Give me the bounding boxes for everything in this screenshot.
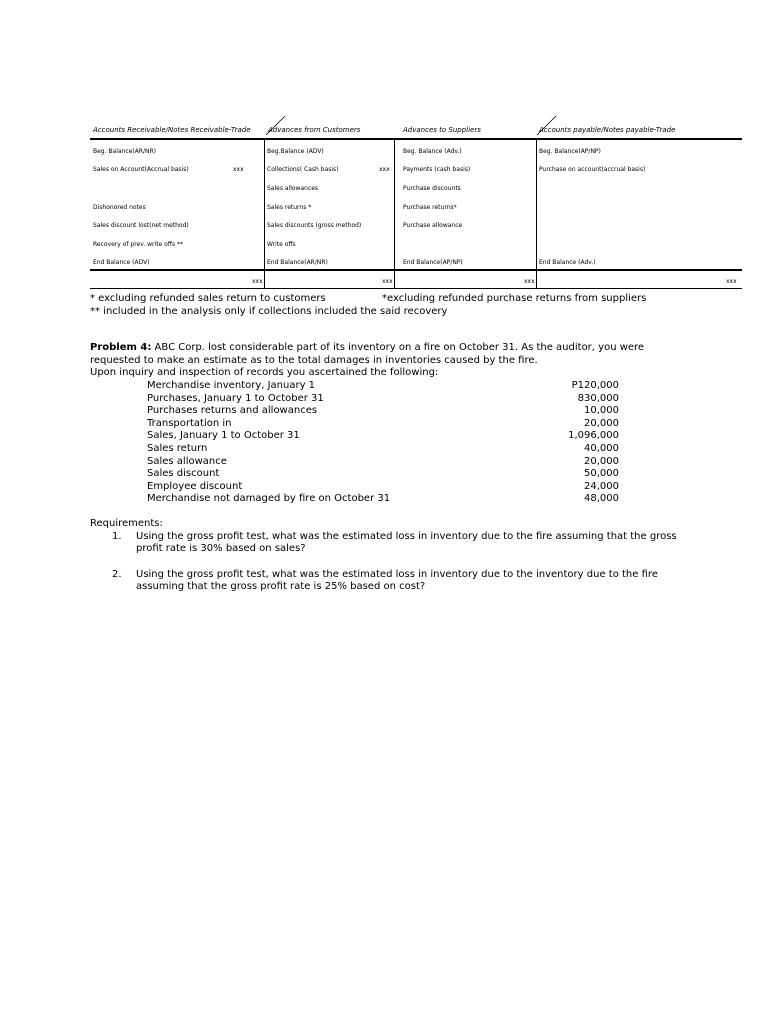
footnote-3: ** included in the analysis only if collections included the said recovery	[90, 306, 448, 317]
list-item	[147, 493, 619, 506]
total-mark: xxx	[252, 278, 263, 285]
requirement-number: 1.	[112, 530, 122, 542]
item-value: 10,000	[584, 405, 619, 417]
list-item	[147, 443, 619, 456]
col3-row: Purchase allowance	[403, 222, 463, 229]
col2-row: Collections( Cash basis)	[267, 166, 339, 173]
requirement-spacer	[90, 556, 690, 569]
list-item	[147, 393, 619, 406]
item-label: Employee discount	[147, 480, 243, 492]
item-label: Merchandise not damaged by fire on October 31	[147, 493, 391, 505]
list-item	[147, 468, 619, 481]
bottom-rule	[90, 288, 742, 289]
col1-row: Dishonored notes	[93, 204, 146, 211]
footnotes	[90, 292, 647, 318]
item-label: Sales return	[147, 442, 208, 454]
requirements	[90, 518, 690, 594]
col4-row: End Balance (Adv.)	[539, 259, 596, 266]
t-account-table	[90, 122, 742, 290]
total-rule	[90, 269, 742, 271]
item-value: 1,096,000	[568, 430, 619, 442]
col1-row: Recovery of prev. write offs **	[93, 241, 183, 248]
col4-row: Beg. Balance(AP/NP)	[539, 148, 601, 155]
list-item	[147, 430, 619, 443]
item-value: 20,000	[584, 417, 619, 429]
top-rule	[90, 138, 742, 140]
item-value: 20,000	[584, 455, 619, 467]
header-advances-from-customers: Advances from Customers	[268, 126, 361, 134]
item-value: 24,000	[584, 480, 619, 492]
item-label: Purchases, January 1 to October 31	[147, 392, 324, 404]
col3-row: Payments (cash basis)	[403, 166, 471, 173]
col2-row: Write offs	[267, 241, 296, 248]
header-advances-to-suppliers: Advances to Suppliers	[403, 126, 481, 134]
col1-row: Sales on Account(Accrual basis)	[93, 166, 189, 173]
divider-2	[394, 139, 395, 289]
list-item	[147, 380, 619, 393]
requirement-text: Using the gross profit test, what was the estimated loss in inventory due to the fire assuming that the gross profit rate is 30% based on sales?	[136, 530, 677, 554]
amount-mark: xxx	[379, 166, 390, 173]
item-value: 50,000	[584, 468, 619, 480]
col1-row: End Balance (ADV)	[93, 259, 150, 266]
total-mark: xxx	[524, 278, 535, 285]
item-value: P120,000	[571, 380, 619, 391]
inventory-data-list	[147, 380, 619, 506]
requirement-text: Using the gross profit test, what was the estimated loss in inventory due to the inventory due to the fire assuming that the gross profit rate is 25% based on cost?	[136, 568, 658, 592]
footnote-1: * excluding refunded sales return to customers	[90, 293, 326, 304]
item-label: Purchases returns and allowances	[147, 405, 318, 417]
requirement-number: 2.	[112, 568, 122, 580]
col2-row: Sales allowances	[267, 185, 319, 192]
col3-row: End Balance(AP/NP)	[403, 259, 463, 266]
header-ap-np: Accounts payable/Notes payable-Trade	[539, 126, 676, 134]
col3-row: Purchase discounts	[403, 185, 461, 192]
col2-row: Sales returns *	[267, 204, 312, 211]
requirements-title: Requirements:	[90, 518, 163, 529]
requirement-item	[90, 531, 690, 556]
item-label: Sales discount	[147, 468, 220, 480]
col1-row: Sales discount lost(net method)	[93, 222, 189, 229]
item-value: 48,000	[584, 493, 619, 505]
problem-intro: Upon inquiry and inspection of records you ascertained the following:	[90, 367, 439, 378]
problem-paragraph	[90, 342, 690, 367]
col3-row: Beg. Balance (Adv.)	[403, 148, 462, 155]
problem-4	[90, 342, 690, 380]
total-mark: xxx	[726, 278, 737, 285]
col4-row: Purchase on account(accrual basis)	[539, 166, 646, 173]
col3-row: Purchase returns*	[403, 204, 457, 211]
problem-text: ABC Corp. lost considerable part of its inventory on a fire on October 31. As the auditor, you were requested to make an estimate as to the total damages in inventories caused by the fire.	[90, 342, 645, 366]
item-label: Merchandise inventory, January 1	[147, 380, 316, 391]
problem-title: Problem 4:	[90, 342, 152, 353]
footnote-2: *excluding refunded purchase returns from suppliers	[382, 293, 647, 304]
header-ar-nr: Accounts Receivable/Notes Receivable-Trade	[93, 126, 251, 134]
item-label: Sales, January 1 to October 31	[147, 430, 300, 442]
divider-1	[264, 139, 265, 289]
col1-row: Beg. Balance(AR/NR)	[93, 148, 156, 155]
item-value: 830,000	[577, 392, 619, 404]
list-item	[147, 405, 619, 418]
col2-row: Beg.Balance (ADV)	[267, 148, 324, 155]
item-label: Sales allowance	[147, 455, 227, 467]
amount-mark: xxx	[233, 166, 244, 173]
col2-row: End Balance(AR/NR)	[267, 259, 328, 266]
list-item	[147, 456, 619, 469]
divider-3	[536, 139, 537, 289]
item-value: 40,000	[584, 442, 619, 454]
total-mark: xxx	[382, 278, 393, 285]
col2-row: Sales discounts (gross method)	[267, 222, 362, 229]
item-label: Transportation in	[147, 417, 232, 429]
list-item	[147, 418, 619, 431]
list-item	[147, 481, 619, 494]
requirement-item	[90, 569, 690, 594]
